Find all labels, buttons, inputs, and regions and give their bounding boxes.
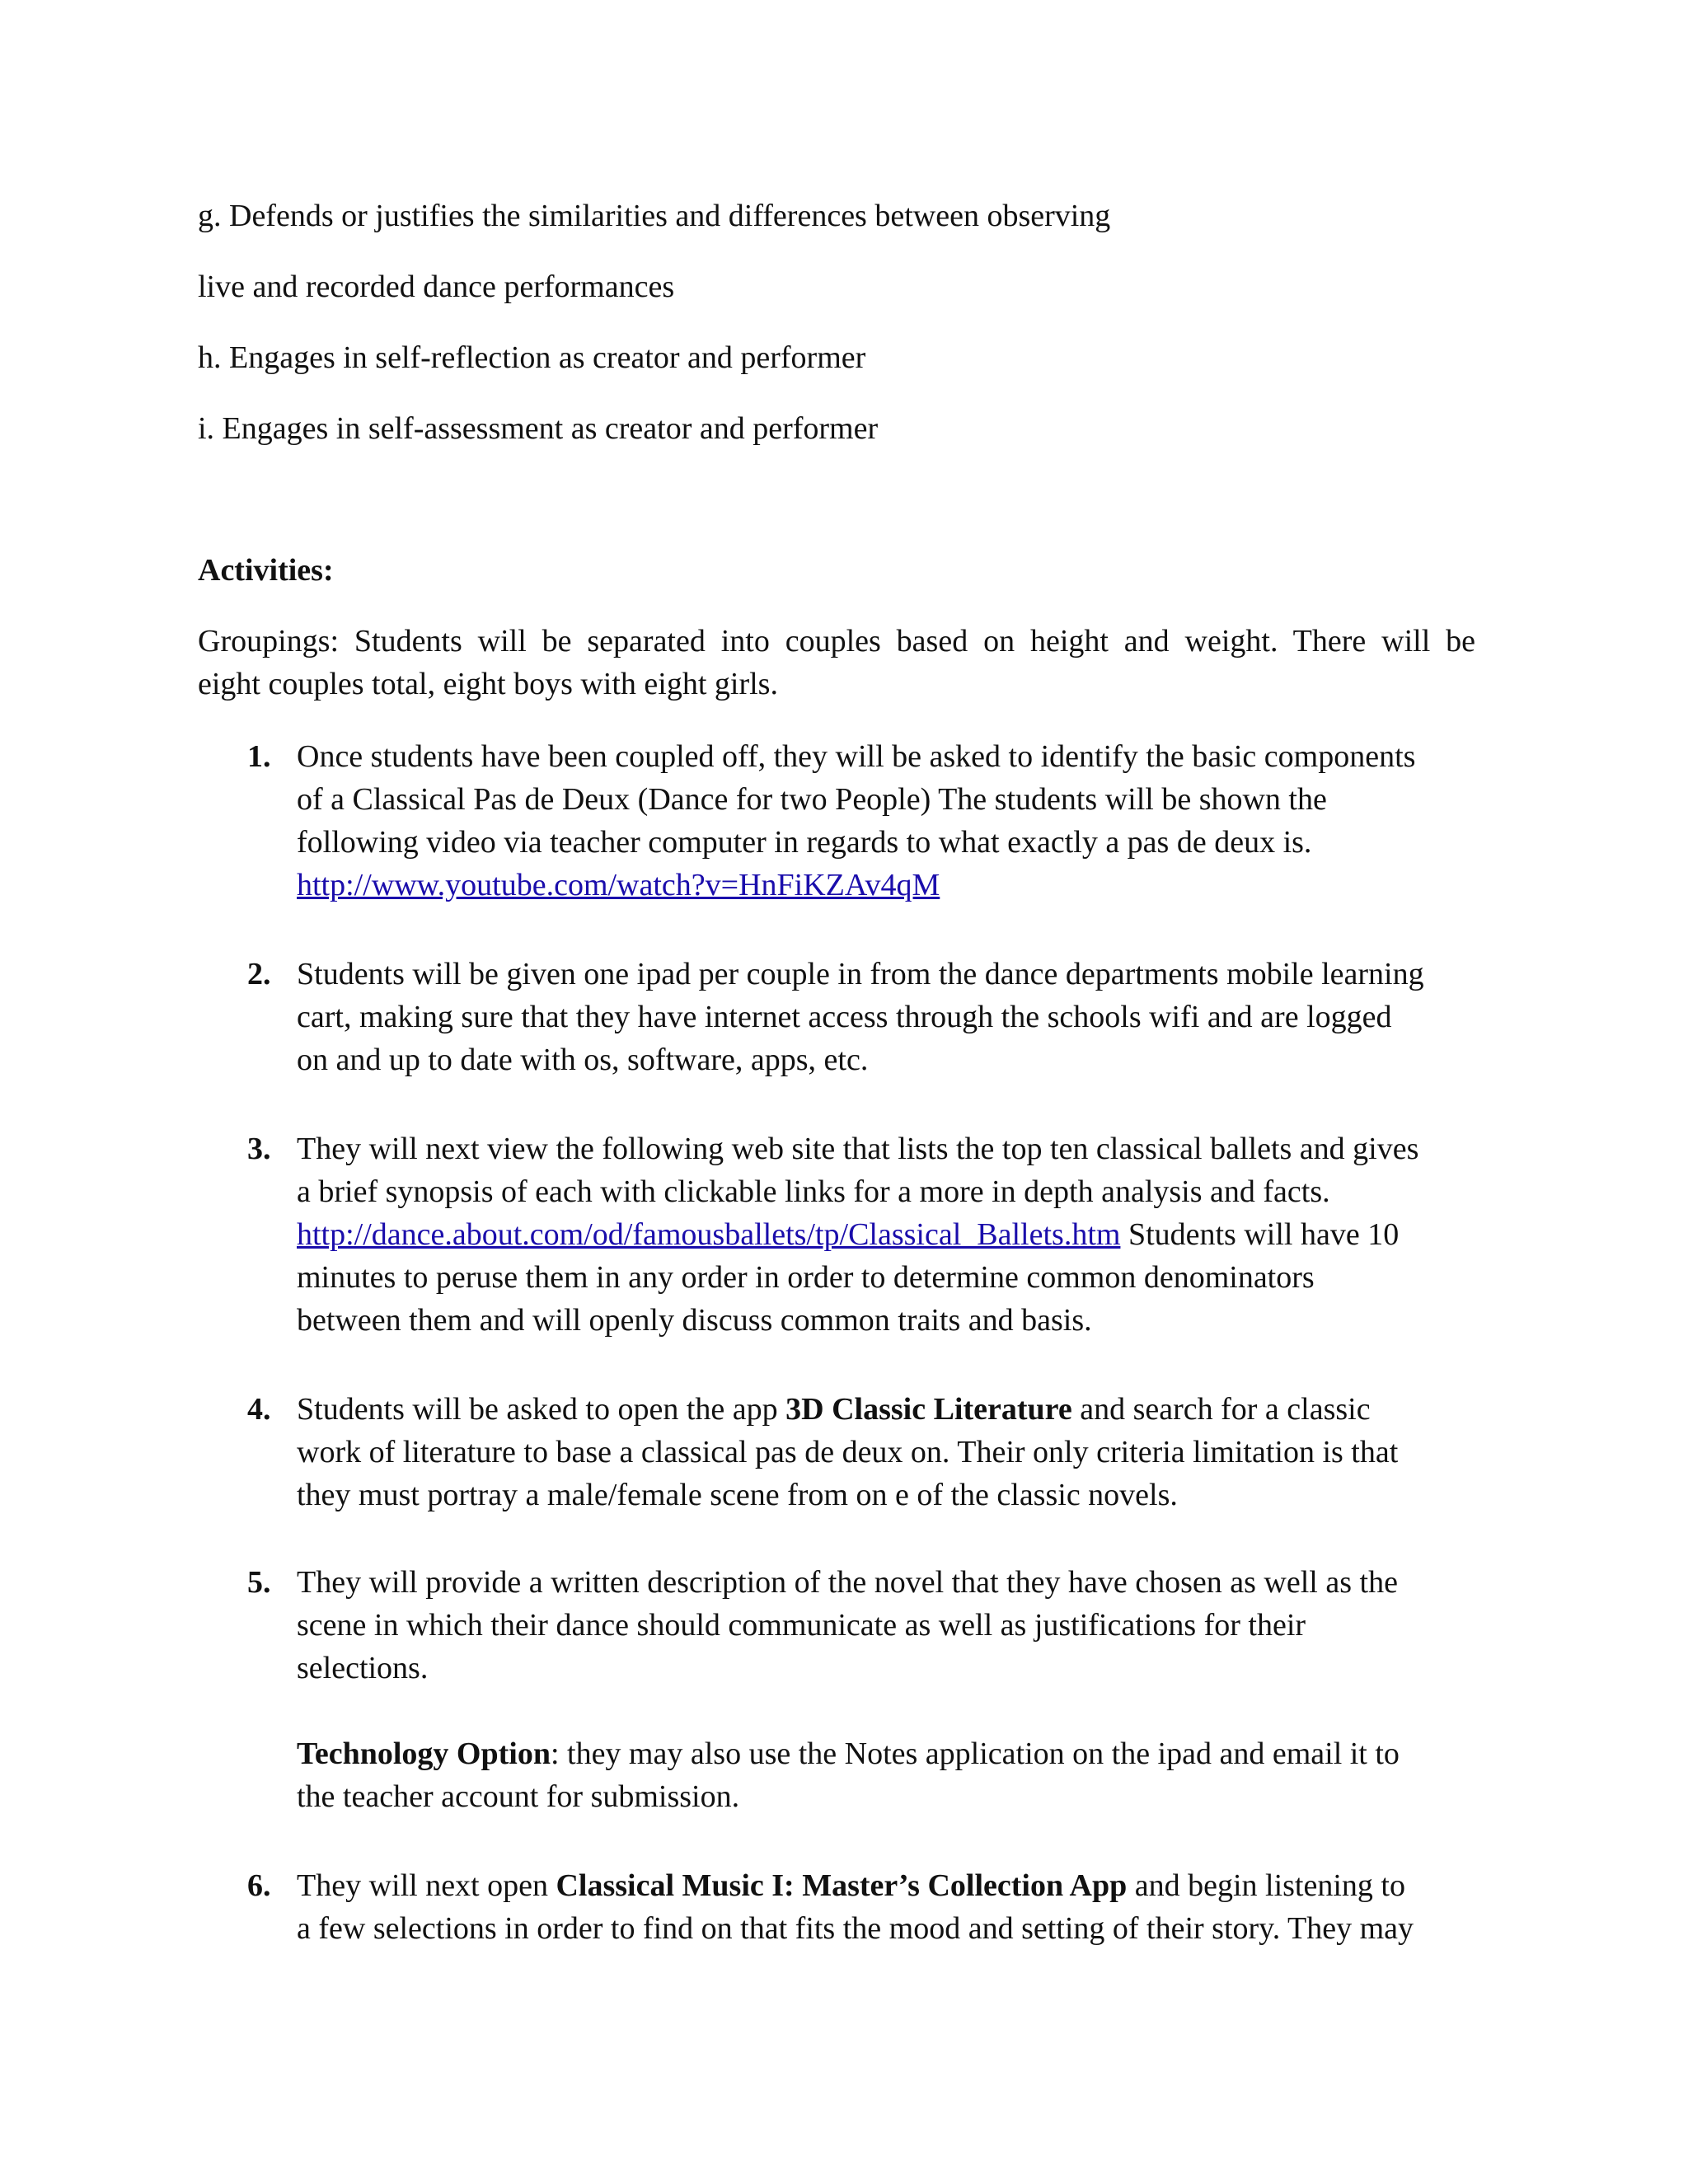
objective-h: h. Engages in self-reflection as creator and performer [198,340,866,375]
objective-g-line2: live and recorded dance performances [198,269,675,304]
item-number: 6. [247,1868,271,1903]
item-line: minutes to peruse them in any order in order to determine common denominators [297,1260,1315,1295]
activities-heading: Activities: [198,553,334,588]
item-line: selections. [297,1651,429,1685]
item-number: 2. [247,957,271,991]
item-line: Once students have been coupled off, they will be asked to identify the basic components [297,739,1416,774]
app-name-3d-classic-literature: 3D Classic Literature [785,1392,1072,1427]
item-number: 1. [247,739,271,774]
item-line-post: and begin listening to [1127,1868,1405,1903]
item-line: They will next view the following web site that lists the top ten classical ballets and gives [297,1132,1419,1166]
technology-option-text: : they may also use the Notes application on the ipad and email it to [550,1736,1400,1771]
item-line-pre: They will next open [297,1868,556,1903]
objective-g-line1: g. Defends or justifies the similarities and differences between observing [198,199,1111,233]
item-line: the teacher account for submission. [297,1779,740,1814]
item-line-post: and search for a classic [1071,1392,1371,1427]
item-number: 3. [247,1132,271,1166]
item-line-tail: Students will have 10 [1120,1217,1400,1252]
youtube-video-link[interactable]: http://www.youtube.com/watch?v=HnFiKZAv4qM [297,868,940,902]
item-line: a brief synopsis of each with clickable links for a more in depth analysis and facts. [297,1174,1330,1209]
item-line: of a Classical Pas de Deux (Dance for two People) The students will be shown the [297,782,1327,817]
item-line-pre: Students will be asked to open the app [297,1392,786,1427]
item-number: 4. [247,1392,271,1427]
groupings-line2: eight couples total, eight boys with eight girls. [198,667,778,701]
item-body [297,735,1475,907]
item-body [297,953,1475,1081]
item-body [297,1127,1475,1342]
technology-option-label: Technology Option [297,1736,551,1771]
item-line: Students will be given one ipad per couple in from the dance departments mobile learning [297,957,1424,991]
item-line: following video via teacher computer in regards to what exactly a pas de deux is. [297,825,1312,860]
item-line: between them and will openly discuss common traits and basis. [297,1303,1092,1338]
groupings-line1: Groupings: Students will be separated into couples based on height and weight. There will be [198,624,1475,658]
item-line: they must portray a male/female scene from on e of the classic novels. [297,1478,1178,1512]
item-line: on and up to date with os, software, apps, etc. [297,1043,869,1077]
item-line: They will provide a written description of the novel that they have chosen as well as the [297,1565,1398,1600]
objective-i: i. Engages in self-assessment as creator and performer [198,411,879,446]
app-name-classical-music: Classical Music I: Master’s Collection App [556,1868,1128,1903]
item-body [297,1388,1475,1516]
classical-ballets-link[interactable]: http://dance.about.com/od/famousballets/tp/Classical_Ballets.htm [297,1217,1121,1252]
item-number: 5. [247,1565,271,1600]
item-line: a few selections in order to find on that fits the mood and setting of their story. They may [297,1911,1414,1946]
item-line: work of literature to base a classical pas de deux on. Their only criteria limitation is that [297,1435,1399,1469]
item-line: scene in which their dance should communicate as well as justifications for their [297,1608,1306,1643]
item-body [297,1864,1475,1950]
item-line: cart, making sure that they have internet access through the schools wifi and are logged [297,1000,1392,1034]
groupings-paragraph [198,620,1475,705]
item-body [297,1561,1475,1818]
